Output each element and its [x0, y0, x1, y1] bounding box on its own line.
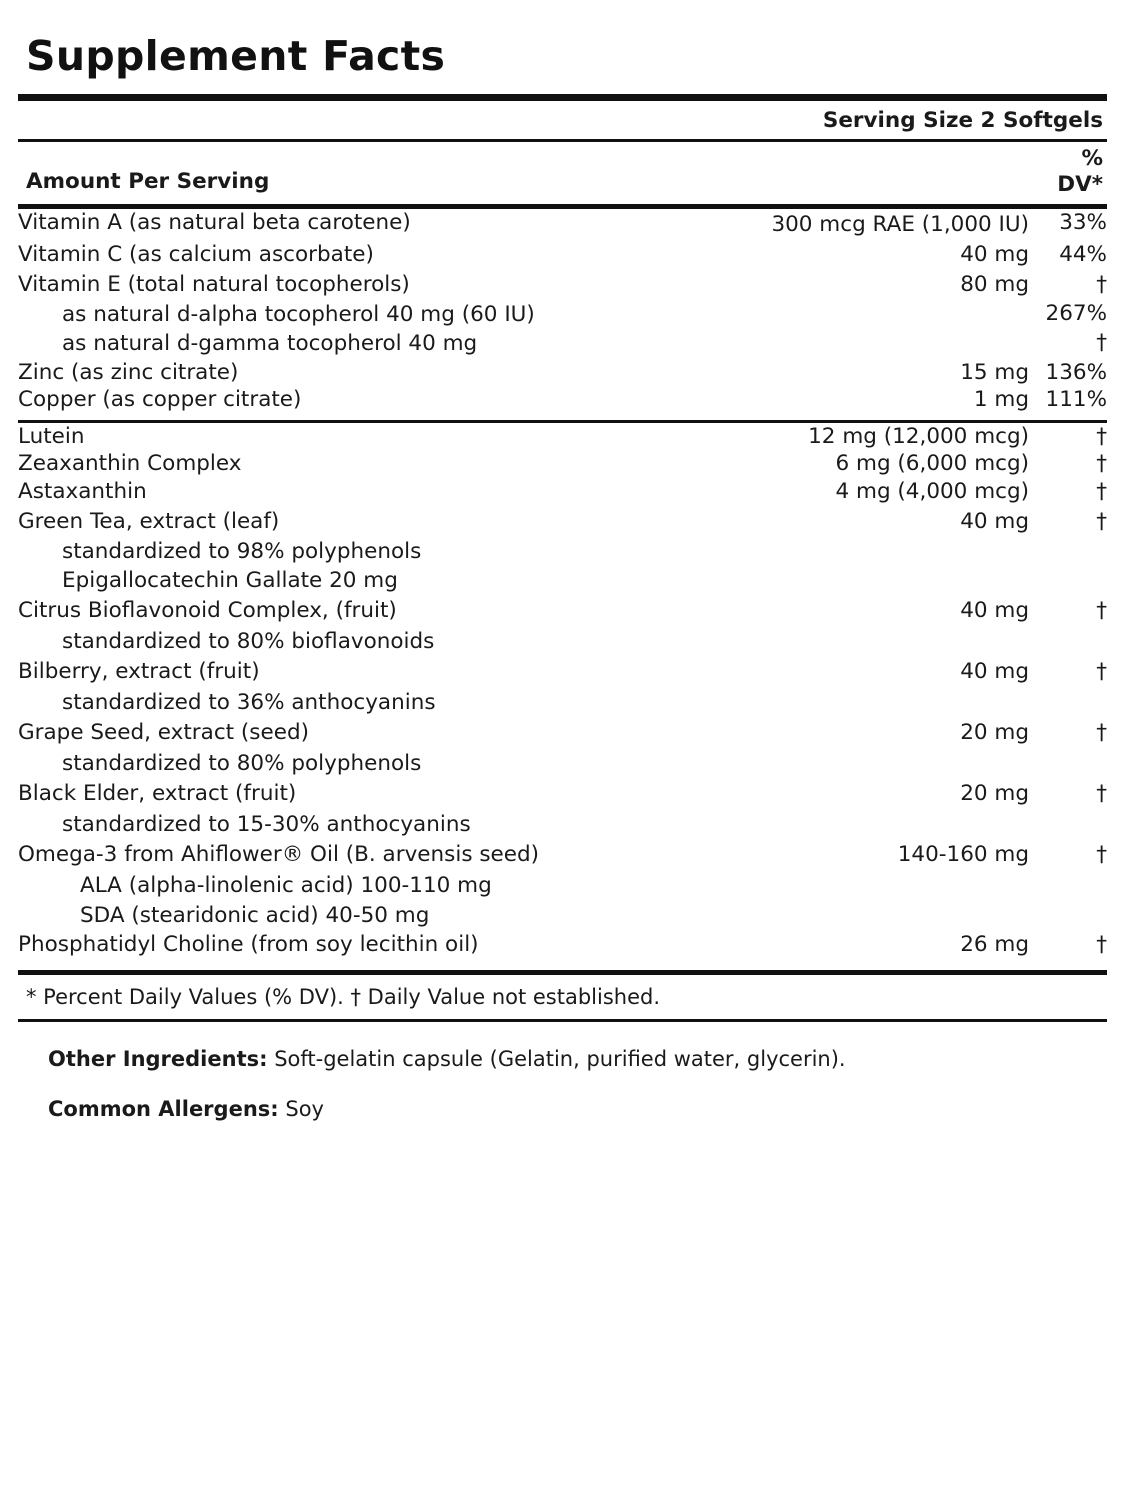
nutrient-dv — [1029, 627, 1107, 657]
common-allergens-label: Common Allergens: — [48, 1097, 279, 1122]
table-row — [18, 359, 1107, 387]
nutrient-amount: 6 mg (6,000 mcg) — [835, 451, 1029, 477]
table-row — [18, 810, 1107, 840]
table-row — [18, 300, 1107, 330]
nutrient-dv — [1029, 537, 1107, 567]
nutrient-dv — [1029, 749, 1107, 779]
table-row — [18, 657, 1107, 689]
table-row — [18, 688, 1107, 718]
nutrient-amount: 40 mg — [960, 241, 1029, 267]
table-row — [18, 505, 1107, 537]
table-row — [18, 386, 1107, 414]
nutrient-dv — [1029, 688, 1107, 718]
nutrient-dv: 33% — [1059, 210, 1107, 236]
dv-abbrev-line: DV* — [1057, 172, 1103, 198]
nutrient-name: Black Elder, extract (fruit) — [18, 780, 297, 806]
table-row — [18, 871, 1107, 901]
table-row — [18, 779, 1107, 811]
table-row — [18, 840, 1107, 872]
nutrient-dv: 111% — [1045, 387, 1107, 413]
nutrient-dv: † — [1096, 509, 1107, 535]
nutrient-name: Green Tea, extract (leaf) — [18, 509, 280, 535]
table-row — [18, 450, 1107, 478]
table-row — [18, 901, 1107, 931]
table-row — [18, 241, 1107, 269]
nutrient-name: Phosphatidyl Choline (from soy lecithin oil) — [18, 932, 479, 958]
nutrient-name: SDA (stearidonic acid) 40-50 mg — [80, 902, 430, 928]
daily-value-label — [1057, 146, 1103, 198]
nutrients-table-vitamins — [18, 209, 1107, 413]
nutrient-amount — [729, 871, 1029, 901]
nutrient-dv: 267% — [1045, 300, 1107, 326]
nutrient-name: Epigallocatechin Gallate 20 mg — [62, 568, 398, 594]
nutrient-dv: † — [1096, 272, 1107, 298]
other-ingredients — [18, 1022, 1107, 1076]
nutrient-name: ALA (alpha-linolenic acid) 100-110 mg — [80, 873, 492, 899]
nutrient-amount: 20 mg — [960, 780, 1029, 806]
nutrient-name: Bilberry, extract (fruit) — [18, 658, 260, 684]
nutrient-dv: † — [1096, 597, 1107, 623]
nutrient-amount — [729, 901, 1029, 931]
nutrient-name: Copper (as copper citrate) — [18, 387, 302, 413]
nutrient-dv — [1029, 566, 1107, 596]
nutrient-name: Astaxanthin — [18, 478, 147, 504]
nutrient-amount: 26 mg — [960, 932, 1029, 958]
nutrient-dv: † — [1096, 841, 1107, 867]
nutrient-amount — [729, 566, 1029, 596]
nutrient-amount: 4 mg (4,000 mcg) — [835, 478, 1029, 504]
nutrient-amount: 12 mg (12,000 mcg) — [808, 423, 1029, 449]
nutrient-name: Vitamin C (as calcium ascorbate) — [18, 241, 374, 267]
nutrient-dv: 44% — [1059, 241, 1107, 267]
serving-size-text: Serving Size 2 Softgels — [822, 108, 1103, 133]
nutrient-amount — [729, 627, 1029, 657]
nutrient-name: Zinc (as zinc citrate) — [18, 359, 239, 385]
amount-per-serving-label: Amount Per Serving — [26, 169, 270, 195]
table-row — [18, 209, 1107, 240]
dv-percent-line: % — [1081, 146, 1103, 171]
nutrient-dv: † — [1096, 780, 1107, 806]
nutrient-name: Citrus Bioflavonoid Complex, (fruit) — [18, 597, 397, 623]
nutrient-dv — [1029, 901, 1107, 931]
nutrient-name: standardized to 98% polyphenols — [62, 538, 422, 564]
table-row — [18, 627, 1107, 657]
nutrient-amount: 300 mcg RAE (1,000 IU) — [771, 212, 1029, 238]
table-row — [18, 478, 1107, 506]
nutrient-dv: 136% — [1045, 359, 1107, 385]
table-row — [18, 268, 1107, 300]
table-row — [18, 596, 1107, 628]
nutrient-amount: 80 mg — [960, 272, 1029, 298]
nutrient-amount: 1 mg — [973, 387, 1029, 413]
nutrient-amount: 40 mg — [960, 658, 1029, 684]
nutrient-amount — [729, 537, 1029, 567]
nutrient-amount: 20 mg — [960, 719, 1029, 745]
other-ingredients-label: Other Ingredients: — [48, 1046, 268, 1071]
table-row — [18, 749, 1107, 779]
nutrient-dv: † — [1096, 719, 1107, 745]
nutrient-name: as natural d-gamma tocopherol 40 mg — [62, 331, 478, 357]
nutrient-dv: † — [1096, 932, 1107, 958]
nutrient-dv: † — [1096, 451, 1107, 477]
nutrient-name: standardized to 80% bioflavonoids — [62, 629, 435, 655]
nutrient-dv: † — [1096, 658, 1107, 684]
nutrient-name: standardized to 36% anthocyanins — [62, 690, 436, 716]
common-allergens-value: Soy — [285, 1097, 324, 1122]
table-row — [18, 566, 1107, 596]
nutrient-amount — [729, 688, 1029, 718]
nutrient-dv — [1029, 871, 1107, 901]
nutrients-table-botanicals — [18, 423, 1107, 962]
divider-top — [18, 94, 1107, 101]
other-ingredients-value: Soft-gelatin capsule (Gelatin, purified water, glycerin). — [274, 1046, 846, 1071]
nutrient-name: Vitamin A (as natural beta carotene) — [18, 210, 411, 236]
table-row — [18, 329, 1107, 359]
table-row — [18, 537, 1107, 567]
nutrient-amount — [729, 300, 1029, 330]
nutrient-amount — [729, 749, 1029, 779]
nutrient-amount: 40 mg — [960, 597, 1029, 623]
nutrient-amount — [729, 810, 1029, 840]
nutrient-name: standardized to 80% polyphenols — [62, 751, 422, 777]
nutrient-dv: † — [1096, 478, 1107, 504]
page-title: Supplement Facts — [26, 32, 446, 80]
nutrient-name: Vitamin E (total natural tocopherols) — [18, 272, 410, 298]
table-row — [18, 930, 1107, 962]
nutrient-name: Grape Seed, extract (seed) — [18, 719, 309, 745]
common-allergens — [18, 1075, 1107, 1121]
nutrient-dv: † — [1096, 330, 1107, 356]
footnote-text: * Percent Daily Values (% DV). † Daily Value not established. — [26, 984, 661, 1009]
nutrient-amount: 40 mg — [960, 509, 1029, 535]
table-row — [18, 718, 1107, 750]
nutrient-dv — [1029, 810, 1107, 840]
nutrient-name: standardized to 15-30% anthocyanins — [62, 812, 471, 838]
nutrient-name: Zeaxanthin Complex — [18, 451, 242, 477]
nutrient-amount — [729, 329, 1029, 359]
nutrient-amount: 15 mg — [960, 359, 1029, 385]
nutrient-amount: 140-160 mg — [897, 841, 1029, 867]
nutrient-name: as natural d-alpha tocopherol 40 mg (60 IU) — [62, 301, 535, 327]
nutrient-name: Omega-3 from Ahiflower® Oil (B. arvensis seed) — [18, 841, 540, 867]
nutrient-name: Lutein — [18, 423, 85, 449]
table-row — [18, 423, 1107, 451]
table-header — [18, 142, 1107, 204]
nutrient-dv: † — [1096, 423, 1107, 449]
